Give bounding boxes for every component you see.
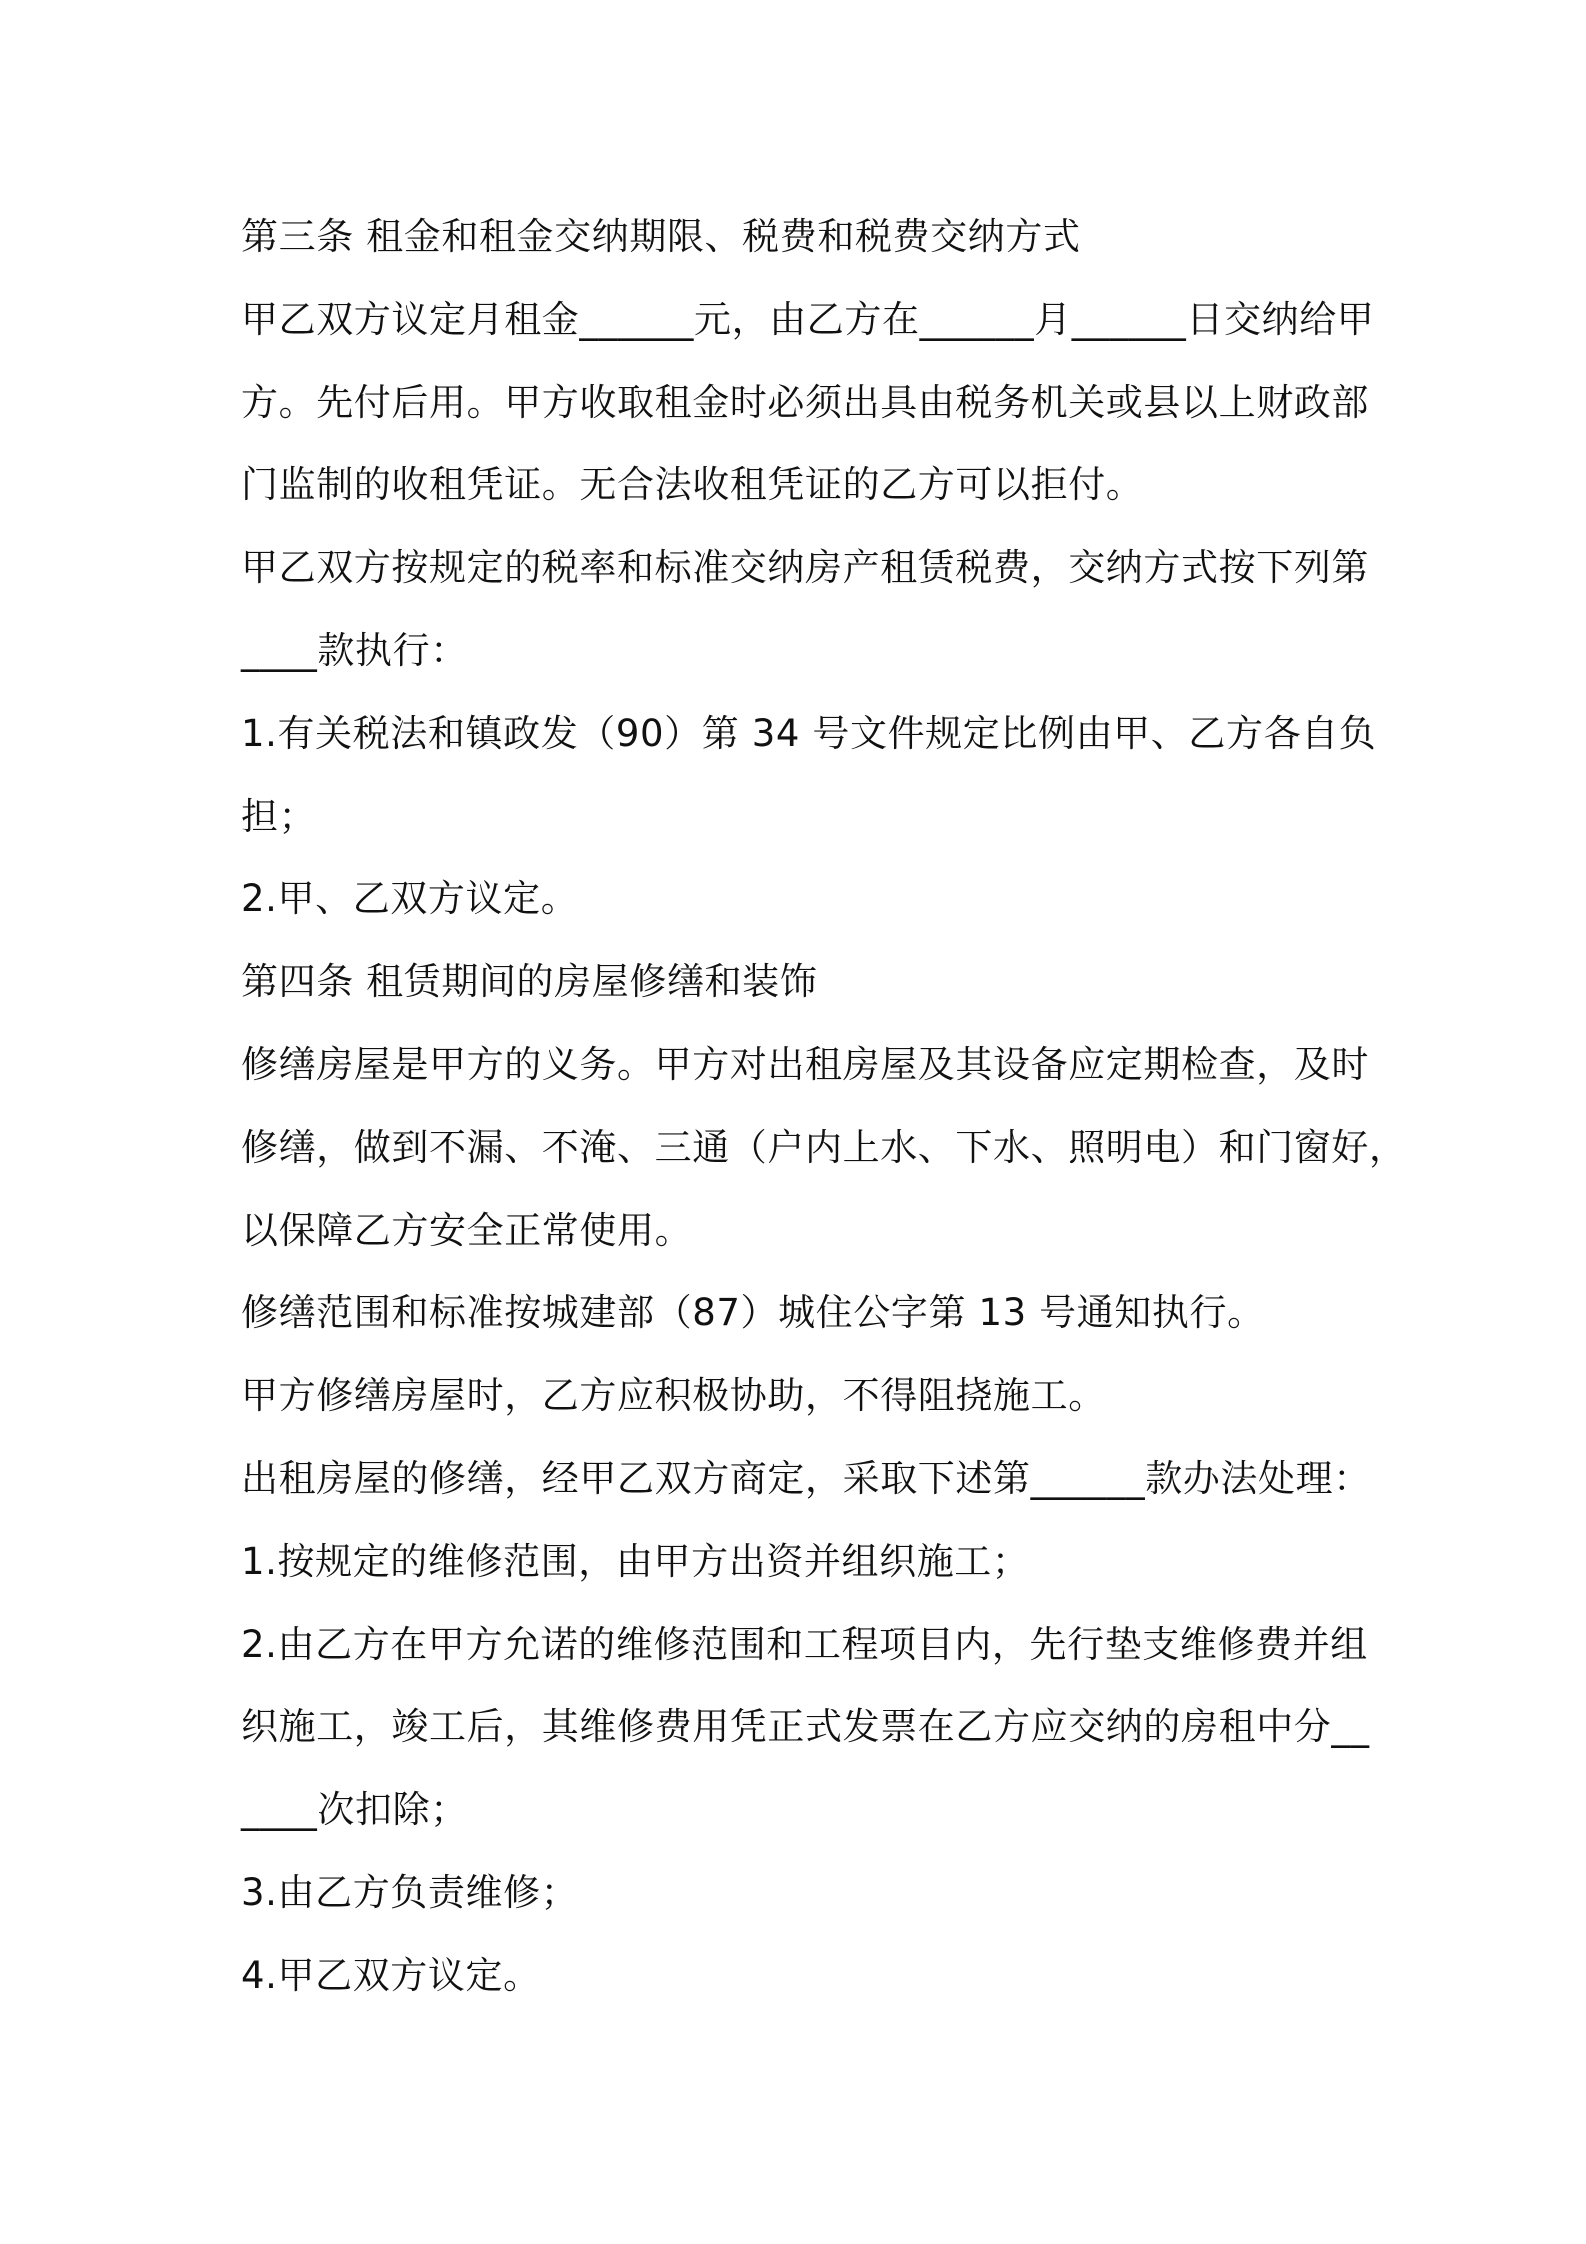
text-line: 4.甲乙双方议定。 (241, 1953, 541, 1997)
text-line: 担； (241, 794, 317, 838)
text-line: 甲乙双方议定月租金______元，由乙方在______月______日交纳给甲 (241, 297, 1375, 341)
text-line: 3.由乙方负责维修； (241, 1870, 579, 1914)
text-line: 织施工，竣工后，其维修费用凭正式发票在乙方应交纳的房租中分__ (241, 1705, 1370, 1749)
text-line: 门监制的收租凭证。无合法收租凭证的乙方可以拒付。 (241, 463, 1144, 507)
text-line: ____款执行： (241, 628, 468, 672)
text-line: 1.有关税法和镇政发（90）第 34 号文件规定比例由甲、乙方各自负 (241, 711, 1377, 755)
text-line: 方。先付后用。甲方收取租金时必须出具由税务机关或县以上财政部 (241, 380, 1369, 424)
article-4-heading: 第四条 租赁期间的房屋修缮和装饰 (241, 960, 818, 1004)
text-line: 以保障乙方安全正常使用。 (241, 1208, 693, 1252)
text-line: 2.由乙方在甲方允诺的维修范围和工程项目内，先行垫支维修费并组 (241, 1622, 1368, 1666)
text-line: ____次扣除； (241, 1788, 468, 1832)
text-line: 修缮房屋是甲方的义务。甲方对出租房屋及其设备应定期检查，及时 (241, 1042, 1369, 1086)
text-line: 2.甲、乙双方议定。 (241, 877, 579, 921)
article-3-heading: 第三条 租金和租金交纳期限、税费和税费交纳方式 (241, 215, 1081, 258)
text-line: 甲乙双方按规定的税率和标准交纳房产租赁税费，交纳方式按下列第 (241, 546, 1369, 590)
document-body (241, 196, 1407, 2018)
text-line: 1.按规定的维修范围，由甲方出资并组织施工； (241, 1539, 1030, 1583)
text-line: 修缮，做到不漏、不淹、三通（户内上水、下水、照明电）和门窗好， (241, 1125, 1407, 1169)
text-line: 修缮范围和标准按城建部（87）城住公字第 13 号通知执行。 (241, 1291, 1265, 1335)
text-line: 出租房屋的修缮，经甲乙双方商定，采取下述第______款办法处理： (241, 1456, 1371, 1500)
text-line: 甲方修缮房屋时，乙方应积极协助，不得阻挠施工。 (241, 1374, 1106, 1418)
